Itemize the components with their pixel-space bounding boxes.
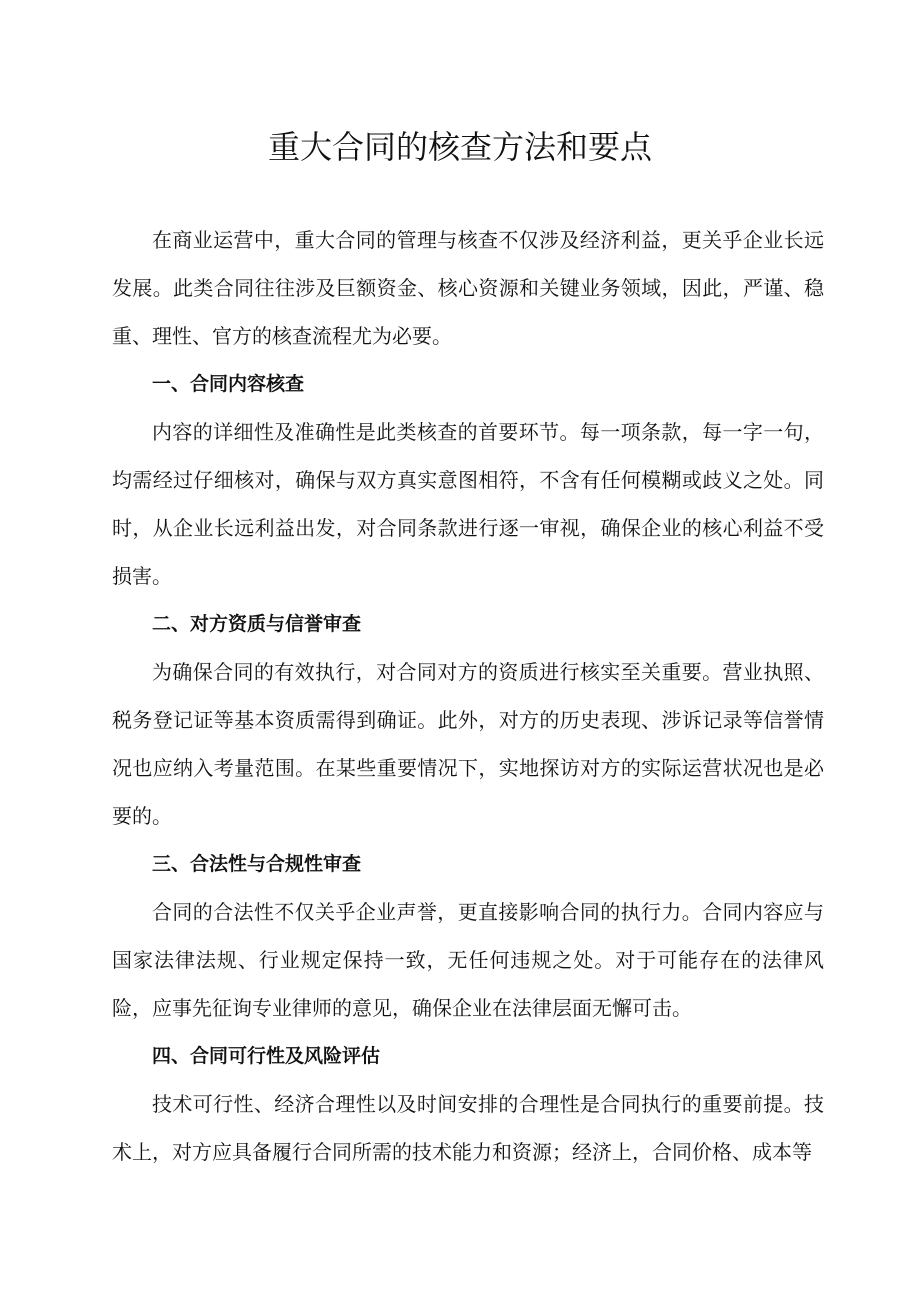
section-text-feasibility: 技术可行性、经济合理性以及时间安排的合理性是合同执行的重要前提。技术上，对方应具备履行合同所需的技术能力和资源；经济上，合同价格、成本等 xyxy=(112,1092,824,1164)
section-text-legality: 合同的合法性不仅关乎企业声誉，更直接影响合同的执行力。合同内容应与国家法律法规、行业规定保持一致，无任何违规之处。对于可能存在的法律风险，应事先征询专业律师的意见，确保企业在法律层面无懈可击。 xyxy=(112,900,824,1020)
section-heading-qualification: 二、对方资质与信誉审查 xyxy=(152,613,362,635)
page-title: 重大合同的核查方法和要点 xyxy=(267,128,652,166)
intro-paragraph: 在商业运营中，重大合同的管理与核查不仅涉及经济利益，更关乎企业长远发展。此类合同往往涉及巨额资金、核心资源和关键业务领域，因此，严谨、稳重、理性、官方的核查流程尤为必要。 xyxy=(112,228,824,348)
section-text-content: 内容的详细性及准确性是此类核查的首要环节。每一项条款，每一字一句，均需经过仔细核对，确保与双方真实意图相符，不含有任何模糊或歧义之处。同时，从企业长远利益出发，对合同条款进行逐一审视，确保企业的核心利益不受损害。 xyxy=(112,420,824,588)
section-heading-content: 一、合同内容核查 xyxy=(152,373,305,395)
section-heading-feasibility: 四、合同可行性及风险评估 xyxy=(152,1045,381,1067)
section-heading-legality: 三、合法性与合规性审查 xyxy=(152,853,362,875)
section-text-qualification: 为确保合同的有效执行，对合同对方的资质进行核实至关重要。营业执照、税务登记证等基本资质需得到确证。此外，对方的历史表现、涉诉记录等信誉情况也应纳入考量范围。在某些重要情况下，实地探访对方的实际运营状况也是必要的。 xyxy=(112,660,824,828)
